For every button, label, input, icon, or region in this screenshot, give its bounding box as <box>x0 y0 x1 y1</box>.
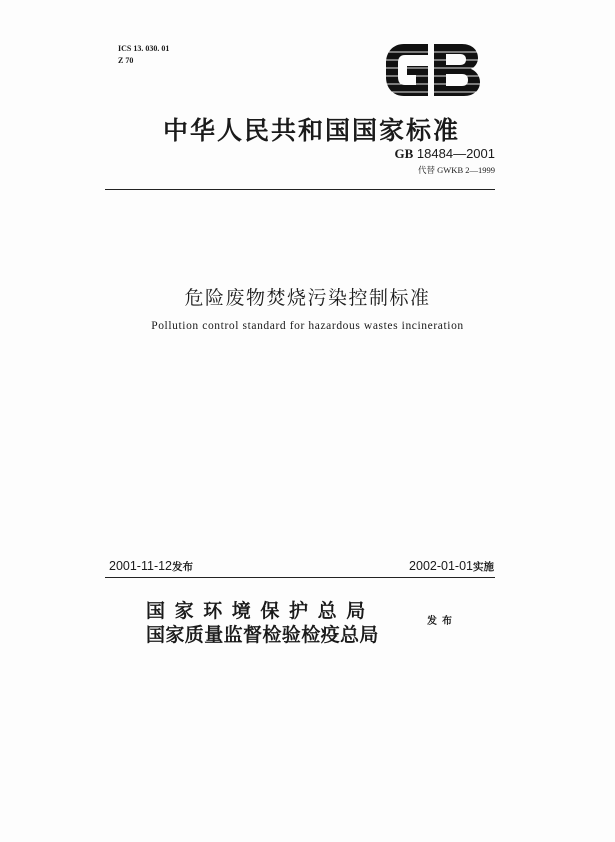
gb-logo <box>384 42 482 98</box>
issue-date-suffix: 发布 <box>172 561 194 573</box>
implementation-date-value: 2002-01-01 <box>409 559 473 573</box>
ics-code: ICS 13. 030. 01 <box>118 44 170 53</box>
issuer-line-1: 国家环境保护总局 <box>146 600 375 622</box>
issuer-line-2: 国家质量监督检验检疫总局 <box>146 624 379 646</box>
national-standard-title: 中华人民共和国国家标准 <box>162 116 460 145</box>
standard-prefix: GB <box>394 146 414 161</box>
issue-date-value: 2001-11-12 <box>109 559 173 573</box>
top-divider <box>105 189 495 190</box>
category-code: Z 70 <box>118 56 134 65</box>
standard-number <box>395 146 496 162</box>
standard-number-value: 18484—2001 <box>416 146 495 161</box>
document-title-en: Pollution control standard for hazardous wastes incineration <box>151 320 464 332</box>
issuer-action: 发布 <box>427 616 457 627</box>
bottom-divider <box>105 577 495 578</box>
document-title-cn: 危险废物焚烧污染控制标准 <box>184 287 431 309</box>
implementation-date <box>409 559 494 574</box>
classification-codes <box>118 43 169 67</box>
issue-date <box>109 559 193 574</box>
replaces-standard: 代替 GWKB 2—1999 <box>418 165 495 175</box>
implementation-date-suffix: 实施 <box>473 561 494 573</box>
